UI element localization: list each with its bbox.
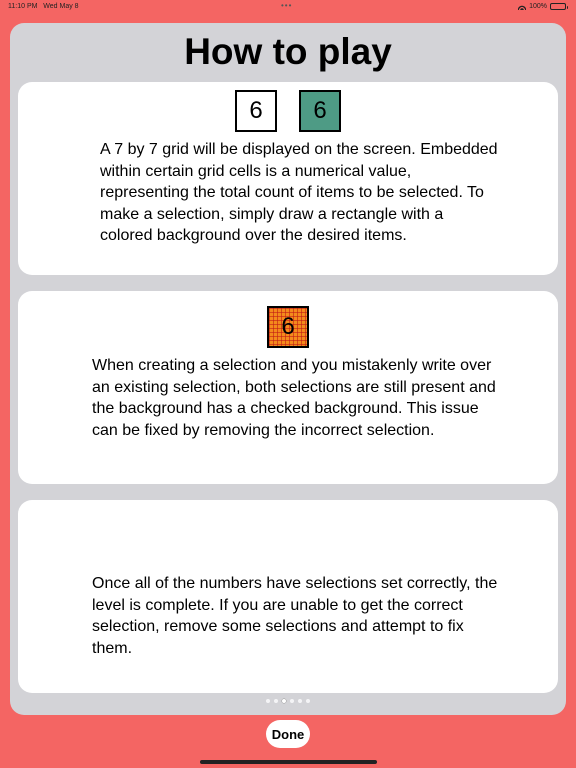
battery-percent: 100% bbox=[529, 3, 547, 10]
multitasking-dots[interactable]: ••• bbox=[281, 1, 293, 10]
instruction-card-overlap bbox=[18, 291, 558, 484]
page-dot-current[interactable] bbox=[282, 699, 286, 703]
page-title: How to play bbox=[184, 31, 392, 72]
instruction-text: Once all of the numbers have selections set correctly, the level is complete. If you are unable to get the correct selection, remove some selections and attempt to fix them. bbox=[92, 575, 498, 657]
example-cell-checked: 6 bbox=[267, 306, 309, 348]
example-cell-selected: 6 bbox=[299, 90, 341, 132]
status-date: Wed May 8 bbox=[43, 3, 79, 10]
page-dot[interactable] bbox=[306, 699, 310, 703]
how-to-play-sheet bbox=[10, 23, 566, 715]
battery-icon bbox=[550, 3, 566, 10]
status-indicators bbox=[518, 3, 566, 10]
page-indicator[interactable] bbox=[10, 699, 566, 703]
status-time-date bbox=[8, 3, 79, 10]
status-bar bbox=[0, 0, 576, 14]
wifi-icon bbox=[518, 4, 526, 10]
instruction-text: When creating a selection and you mistakenly write over an existing selection, both selections are still present and the background has a checked background. This issue can be fixed by removing the incorrect selection. bbox=[92, 357, 496, 439]
page-dot[interactable] bbox=[266, 699, 270, 703]
instruction-card-complete bbox=[18, 500, 558, 693]
page-dot[interactable] bbox=[274, 699, 278, 703]
page-dot[interactable] bbox=[290, 699, 294, 703]
page-dot[interactable] bbox=[298, 699, 302, 703]
done-button[interactable]: Done bbox=[266, 720, 310, 748]
instruction-card-grid bbox=[18, 82, 558, 275]
example-cell-unselected: 6 bbox=[235, 90, 277, 132]
home-indicator[interactable] bbox=[200, 760, 377, 764]
status-time: 11:10 PM bbox=[8, 3, 38, 10]
instruction-text: A 7 by 7 grid will be displayed on the screen. Embedded within certain grid cells is a numerical value, representing the total count of items to be selected. To make a selection, simply draw a rectangle with a colored background over the desired items. bbox=[100, 141, 498, 245]
